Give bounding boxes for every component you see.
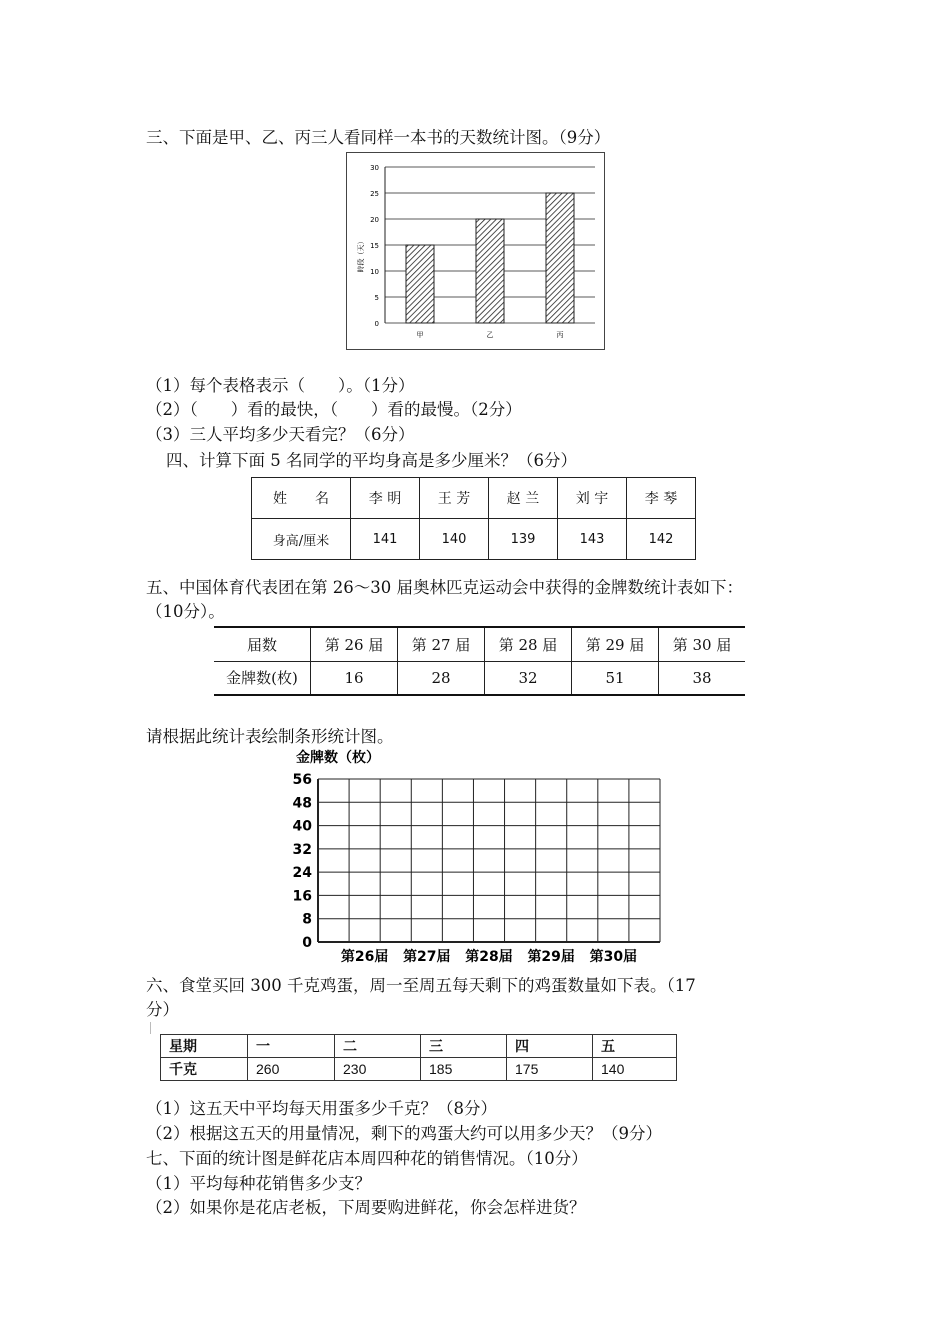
section-7-question-2: （2）如果你是花店老板，下周要购进鲜花，你会怎样进货？ bbox=[146, 1198, 586, 1217]
y-tick-label: 20 bbox=[370, 216, 379, 224]
empty-grid-chart bbox=[280, 748, 670, 974]
grid-y-tick-label: 32 bbox=[292, 841, 312, 858]
table-cell: 第 29 届 bbox=[572, 627, 659, 661]
empty-grid-chart-svg bbox=[280, 748, 670, 970]
section-3-question-1: （1）每个表格表示（ ）。（1分） bbox=[146, 376, 415, 395]
table-cell: 139 bbox=[489, 519, 558, 560]
grid-x-category-label: 第26届 bbox=[340, 949, 389, 965]
y-tick-label: 15 bbox=[370, 242, 379, 250]
table-cell: 141 bbox=[351, 519, 420, 560]
table-cell: 32 bbox=[485, 661, 572, 695]
table-row bbox=[161, 1035, 677, 1058]
table-cell: 二 bbox=[335, 1035, 421, 1058]
egg-table bbox=[160, 1034, 677, 1081]
table-cell: 第 30 届 bbox=[659, 627, 746, 661]
grid-x-category-label: 第30届 bbox=[589, 949, 638, 965]
table-cell: 16 bbox=[311, 661, 398, 695]
table-row bbox=[252, 519, 696, 560]
table-cell: 五 bbox=[593, 1035, 677, 1058]
chart-y-axis-label: 時段（天） bbox=[357, 237, 365, 273]
y-tick-label: 0 bbox=[374, 320, 379, 328]
gold-medal-table bbox=[214, 626, 745, 696]
table-cell: 143 bbox=[558, 519, 627, 560]
table-cell: 四 bbox=[507, 1035, 593, 1058]
table-cell: 第 27 届 bbox=[398, 627, 485, 661]
grid-y-tick-label: 56 bbox=[292, 772, 312, 788]
table-cell: 260 bbox=[248, 1058, 335, 1081]
x-category-label: 甲 bbox=[416, 331, 424, 339]
table-cell: 李 明 bbox=[351, 478, 420, 519]
margin-mark bbox=[150, 1022, 151, 1034]
section-6-title-line-1: 六、食堂买回 300 千克鸡蛋，周一至周五每天剩下的鸡蛋数量如下表。（17 bbox=[146, 976, 696, 995]
table-row bbox=[161, 1058, 677, 1081]
table-cell: 刘 宇 bbox=[558, 478, 627, 519]
table-cell: 金牌数(枚) bbox=[214, 661, 311, 695]
section-5-instruction: 请根据此统计表绘制条形统计图。 bbox=[146, 727, 394, 746]
section-5-title-line-2: （10分）。 bbox=[146, 602, 225, 621]
height-table bbox=[251, 477, 696, 560]
grid-y-tick-label: 8 bbox=[302, 911, 312, 928]
grid-x-category-label: 第28届 bbox=[465, 949, 513, 965]
table-cell: 一 bbox=[248, 1035, 335, 1058]
grid-y-axis-label: 金牌数（枚） bbox=[296, 750, 380, 766]
section-3-title: 三、下面是甲、乙、丙三人看同样一本书的天数统计图。（9分） bbox=[146, 128, 611, 147]
height-table-wrapper bbox=[251, 477, 696, 560]
y-tick-label: 5 bbox=[374, 294, 379, 302]
x-category-label: 丙 bbox=[556, 331, 564, 339]
section-6-question-2: （2）根据这五天的用量情况，剩下的鸡蛋大约可以用多少天？（9分） bbox=[146, 1124, 662, 1143]
section-3-question-2: （2）（ ）看的最快，（ ）看的最慢。（2分） bbox=[146, 400, 522, 419]
grid-x-category-label: 第29届 bbox=[527, 949, 575, 965]
section-6-title-line-2: 分） bbox=[146, 1000, 179, 1019]
section-7-question-1: （1）平均每种花销售多少支？ bbox=[146, 1174, 371, 1193]
table-cell: 142 bbox=[627, 519, 696, 560]
table-cell: 赵 兰 bbox=[489, 478, 558, 519]
grid-y-tick-label: 48 bbox=[292, 795, 312, 812]
grid-y-tick-label: 40 bbox=[292, 818, 312, 835]
table-cell: 第 26 届 bbox=[311, 627, 398, 661]
y-tick-label: 30 bbox=[370, 164, 379, 172]
table-cell: 三 bbox=[421, 1035, 507, 1058]
table-cell: 李 琴 bbox=[627, 478, 696, 519]
y-tick-label: 10 bbox=[370, 268, 379, 276]
table-cell: 星期 bbox=[161, 1035, 248, 1058]
table-row bbox=[252, 478, 696, 519]
table-cell: 230 bbox=[335, 1058, 421, 1081]
table-row bbox=[214, 661, 745, 695]
section-6-question-1: （1）这五天中平均每天用蛋多少千克？（8分） bbox=[146, 1099, 497, 1118]
table-cell: 175 bbox=[507, 1058, 593, 1081]
days-bar-chart-svg bbox=[347, 153, 604, 349]
bar bbox=[546, 193, 574, 323]
x-category-label: 乙 bbox=[486, 331, 494, 339]
grid-y-tick-label: 16 bbox=[292, 888, 312, 905]
section-7-title: 七、下面的统计图是鲜花店本周四种花的销售情况。（10分） bbox=[146, 1149, 588, 1168]
table-cell: 185 bbox=[421, 1058, 507, 1081]
table-cell: 千克 bbox=[161, 1058, 248, 1081]
table-cell: 身高/厘米 bbox=[252, 519, 351, 560]
grid-y-tick-label: 0 bbox=[302, 935, 312, 951]
table-cell: 38 bbox=[659, 661, 746, 695]
grid-x-category-label: 第27届 bbox=[403, 949, 451, 965]
table-cell: 28 bbox=[398, 661, 485, 695]
table-cell: 140 bbox=[593, 1058, 677, 1081]
table-cell: 姓 名 bbox=[252, 478, 351, 519]
section-5-title-line-1: 五、中国体育代表团在第 26～30 届奥林匹克运动会中获得的金牌数统计表如下： bbox=[146, 578, 743, 597]
y-tick-label: 25 bbox=[370, 190, 379, 198]
table-cell: 届数 bbox=[214, 627, 311, 661]
table-cell: 王 芳 bbox=[420, 478, 489, 519]
gold-medal-table-wrapper bbox=[214, 626, 745, 696]
table-cell: 140 bbox=[420, 519, 489, 560]
grid-y-tick-label: 24 bbox=[292, 865, 312, 882]
days-bar-chart bbox=[346, 152, 605, 350]
bar bbox=[406, 245, 434, 323]
section-3-question-3: （3）三人平均多少天看完？（6分） bbox=[146, 425, 415, 444]
bar bbox=[476, 219, 504, 323]
section-4-title: 四、计算下面 5 名同学的平均身高是多少厘米？（6分） bbox=[166, 451, 577, 470]
table-cell: 51 bbox=[572, 661, 659, 695]
egg-table-wrapper bbox=[160, 1034, 677, 1081]
table-row bbox=[214, 627, 745, 661]
table-cell: 第 28 届 bbox=[485, 627, 572, 661]
